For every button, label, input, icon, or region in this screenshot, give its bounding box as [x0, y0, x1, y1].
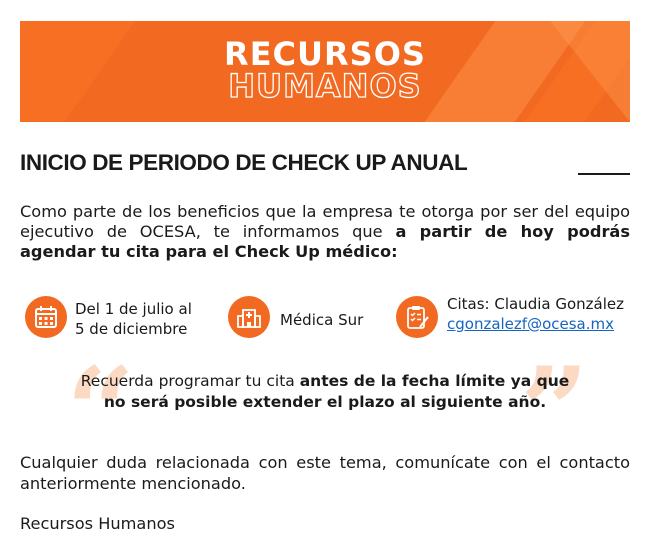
- clipboard-icon: [396, 296, 438, 338]
- contact-label: Citas: Claudia González: [447, 295, 624, 313]
- header-banner: [20, 21, 630, 122]
- contact-text: [447, 294, 624, 334]
- intro-bold-text: a partir de hoy podrás agendar tu cita para el Check Up médico:: [20, 222, 630, 261]
- reminder-paragraph: [70, 371, 580, 413]
- intro-paragraph: [20, 202, 630, 262]
- dates-line-1: Del 1 de julio al: [75, 300, 192, 318]
- closing-paragraph: Cualquier duda relacionada con este tema, comunícate con el contacto anteriormente mencionado.: [20, 453, 630, 493]
- calendar-icon: [25, 296, 67, 338]
- dates-text: [75, 299, 192, 339]
- banner-title: RECURSOS: [224, 35, 426, 73]
- place-text: Médica Sur: [280, 311, 364, 329]
- signature: Recursos Humanos: [20, 514, 175, 533]
- reminder-text: Recuerda programar tu cita: [80, 372, 300, 390]
- banner-subtitle: HUMANOS: [228, 67, 422, 105]
- reminder-bold-2: no será posible extender el plazo al siguiente año.: [103, 393, 547, 411]
- open-quote-decoration: “: [66, 341, 136, 482]
- title-underline: [578, 173, 630, 175]
- hospital-icon: [228, 296, 270, 338]
- contact-email-link[interactable]: cgonzalezf@ocesa.mx: [447, 315, 614, 333]
- reminder-bold-1: antes de la fecha límite ya que: [299, 372, 570, 390]
- close-quote-decoration: ”: [520, 341, 590, 482]
- intro-text: Como parte de los beneficios que la empresa te otorga por ser del equipo ejecutivo de OCESA, te informamos que: [20, 202, 630, 241]
- dates-line-2: 5 de diciembre: [75, 320, 188, 338]
- page-title: INICIO DE PERIODO DE CHECK UP ANUAL: [20, 150, 468, 175]
